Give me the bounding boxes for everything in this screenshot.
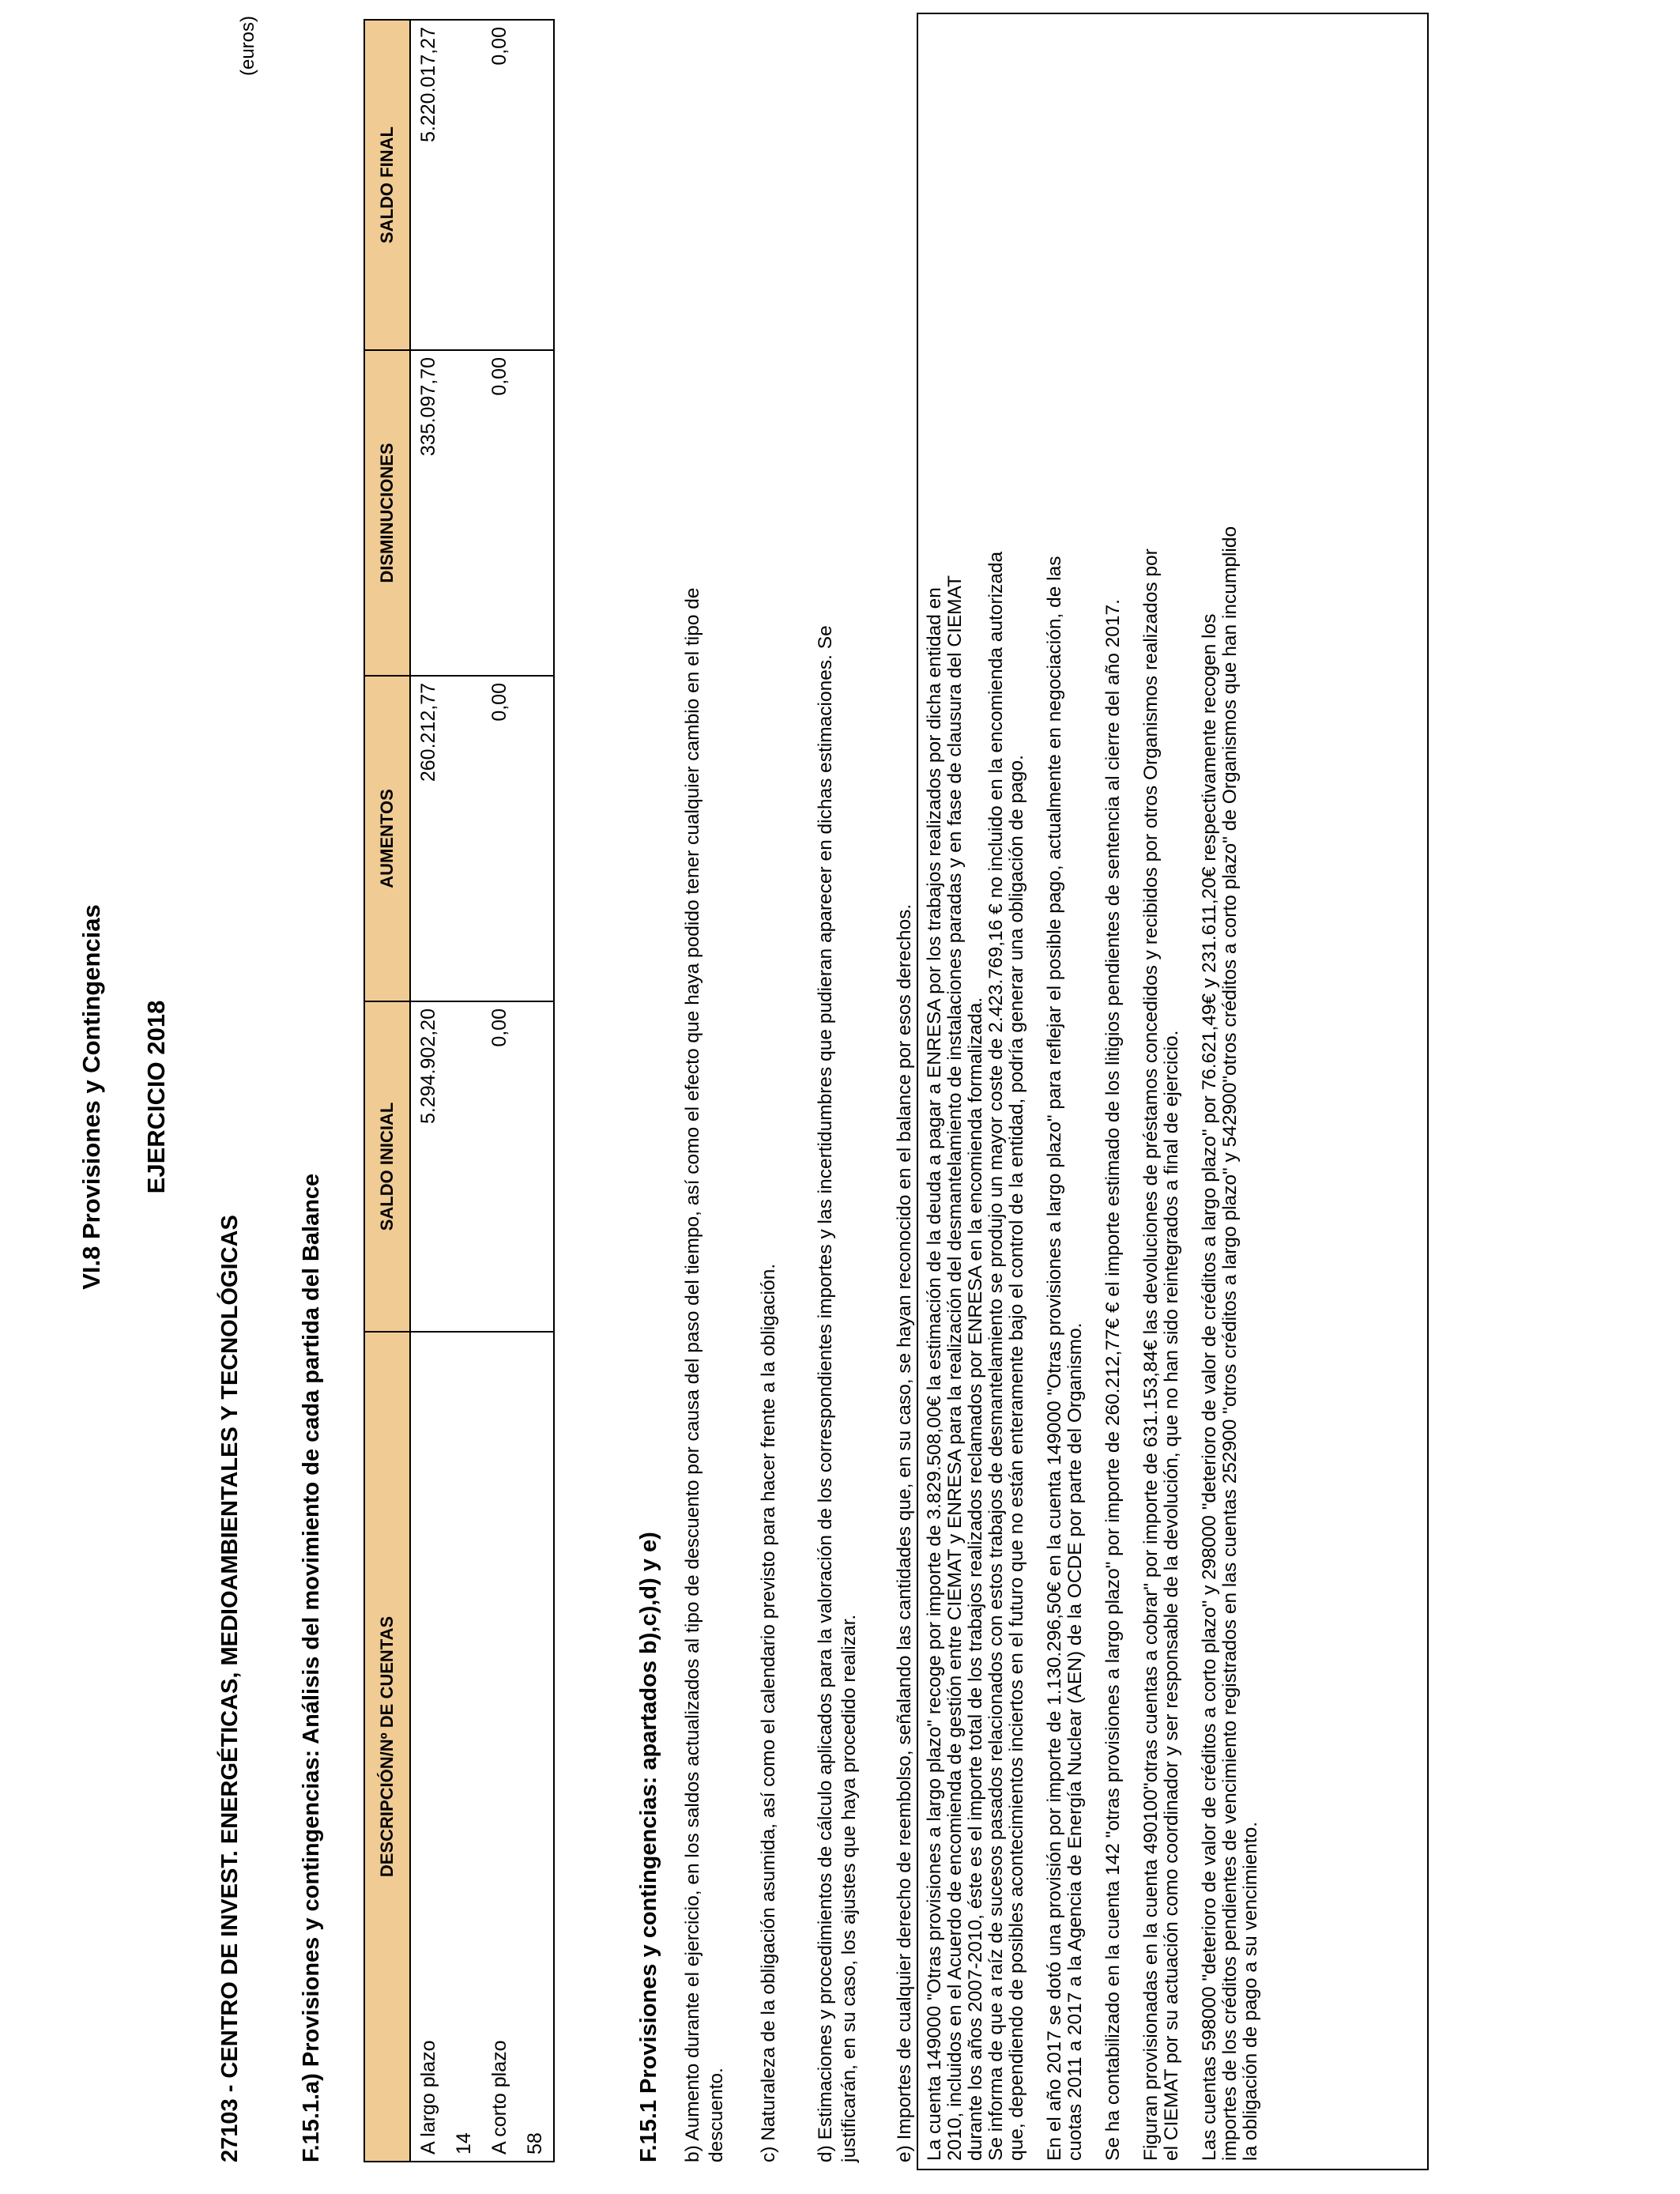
row-label: 58 <box>518 1332 554 2162</box>
note-paragraph <box>925 22 1027 2161</box>
note-paragraph <box>1141 22 1182 2161</box>
note-line: Se ha contabilizado en la cuenta 142 "otras provisiones a largo plazo" por importe de 260.212,77€ € el importe estimado de los litigios pendientes de sentencia al cierre del año 2017. <box>1102 599 1124 2161</box>
currency-note: (euros) <box>237 15 258 76</box>
cell-disminuciones <box>446 350 482 676</box>
item-d-line: justificarán, en su caso, los ajustes que haya procedido realizar. <box>838 1614 860 2162</box>
note-line: Las cuentas 598000 "deterioro de valor de créditos a corto plazo" y 298000 "deterioro de valor de créditos a largo plazo" por 76.621,49€ y 231.611,20€ respectivamente recogen los <box>1199 613 1220 2161</box>
row-label: A largo plazo <box>410 1332 446 2162</box>
cell-saldo-inicial <box>446 1001 482 1332</box>
item-d-line: d) Estimaciones y procedimientos de cálculo aplicados para la valoración de los correspondientes importes y las incertidumbres que pudieran aparecer en dichas estimaciones. Se <box>815 625 836 2162</box>
cell-aumentos: 0,00 <box>482 676 518 1001</box>
cell-saldo-final <box>518 20 554 350</box>
row-label: A corto plazo <box>482 1332 518 2162</box>
item-b-line: descuento. <box>706 2068 727 2162</box>
note-line: importes de los créditos pendientes de vencimiento registrados en las cuentas 252900 "otros créditos a largo plazo" y 542900"otros créditos a corto plazo" de Organismos que han incumplido <box>1219 526 1241 2161</box>
cell-aumentos <box>446 676 482 1001</box>
item-d <box>814 28 861 2162</box>
col-header-saldo-inicial: SALDO INICIAL <box>364 1001 410 1332</box>
table-row <box>446 20 482 2162</box>
note-line: que, dependiendo de posibles acontecimientos inciertos en el futuro que no están enteramente bajo el control de la entidad, podría generar una obligación de pago. <box>1006 755 1027 2161</box>
note-paragraph <box>1103 22 1124 2161</box>
note-line: Figuran provisionadas en la cuenta 490100"otras cuentas a cobrar" por importe de 631.153,84€ las devoluciones de préstamos concedidos y recibidos por otros Organismos realizados por <box>1140 548 1162 2161</box>
cell-saldo-inicial: 0,00 <box>482 1001 518 1332</box>
cell-disminuciones: 335.097,70 <box>410 350 446 676</box>
item-e: e) Importes de cualquier derecho de reembolso, señalando las cantidades que, en su caso, se hayan reconocido en el balance por esos derechos. <box>894 903 915 2162</box>
cell-disminuciones: 0,00 <box>482 350 518 676</box>
cell-disminuciones <box>518 350 554 676</box>
note-line: la obligación de pago a su vencimiento. <box>1240 1821 1261 2161</box>
item-b <box>681 28 729 2162</box>
item-b-line: b) Aumento durante el ejercicio, en los saldos actualizados al tipo de descuento por causa del paso del tiempo, así como el efecto que haya podido tener cualquier cambio en el tipo de <box>682 587 703 2162</box>
page-subtitle: EJERCICIO 2018 <box>142 1000 170 1194</box>
note-line: 2010, incluidos en el Acuerdo de encomienda de gestión entre CIEMAT y ENRESA para la realización del desmantelamiento de instalaciones paradas y en fase de clausura del CIEMAT <box>944 575 966 2161</box>
entity-heading: 27103 - CENTRO DE INVEST. ENERGÉTICAS, MEDIOAMBIENTALES Y TECNOLÓGICAS <box>217 1215 243 2162</box>
table-row <box>518 20 554 2162</box>
note-paragraph <box>1200 22 1261 2161</box>
cell-saldo-final <box>446 20 482 350</box>
cell-saldo-inicial: 5.294.902,20 <box>410 1001 446 1332</box>
cell-aumentos <box>518 676 554 1001</box>
note-line: durante los años 2007-2010, éste es el importe total de los trabajos realizados reclamados por ENRESA en la encomienda formalizada. <box>965 997 986 2161</box>
cell-saldo-final: 0,00 <box>482 20 518 350</box>
table-row <box>410 20 446 2162</box>
col-header-aumentos: AUMENTOS <box>364 676 410 1001</box>
note-line: Se informa de que a raíz de sucesos pasados relacionados con estos trabajos de desmantelamiento se produjo un mayor coste de 2.423.769,16 € no incluido en la encomienda autorizada <box>985 551 1007 2161</box>
table-header-row <box>364 20 410 2162</box>
notes-box <box>917 13 1429 2170</box>
note-line: el CIEMAT por su actuación como coordinador y ser responsable de la devolución, que no han sido reintegrados a final de ejercicio. <box>1161 1030 1182 2161</box>
cell-aumentos: 260.212,77 <box>410 676 446 1001</box>
note-line: La cuenta 149000 "Otras provisiones a largo plazo" recoge por importe de 3.829.508,00€ la estimación de la deuda a pagar a ENRESA por los trabajos realizados por dicha entidad en <box>924 587 945 2161</box>
table-row <box>482 20 518 2162</box>
cell-saldo-inicial <box>518 1001 554 1332</box>
page-title: VI.8 Provisiones y Contingencias <box>77 904 105 1290</box>
col-header-description: DESCRIPCIÓN/Nº DE CUENTAS <box>364 1332 410 2162</box>
note-paragraph <box>1045 22 1086 2161</box>
cell-saldo-final: 5.220.017,27 <box>410 20 446 350</box>
row-label: 14 <box>446 1332 482 2162</box>
section-a-heading: F.15.1.a) Provisiones y contingencias: Análisis del movimiento de cada partida del Balance <box>299 1173 324 2162</box>
col-header-saldo-final: SALDO FINAL <box>364 20 410 350</box>
note-line: En el año 2017 se dotó una provisión por importe de 1.130.296,50€ en la cuenta 149000 "Otras provisiones a largo plazo" para reflejar el posible pago, actualmente en negociación, de las <box>1044 556 1065 2161</box>
note-line: cuotas 2011 a 2017 a la Agencia de Energía Nuclear (AEN) de la OCDE por parte del Organismo. <box>1064 1322 1086 2161</box>
movements-table <box>363 19 555 2162</box>
item-c: c) Naturaleza de la obligación asumida, así como el calendario previsto para hacer frente a la obligación. <box>758 1263 779 2162</box>
col-header-disminuciones: DISMINUCIONES <box>364 350 410 676</box>
section-b-heading: F.15.1 Provisiones y contingencias: apartados b),c),d) y e) <box>636 1532 661 2162</box>
